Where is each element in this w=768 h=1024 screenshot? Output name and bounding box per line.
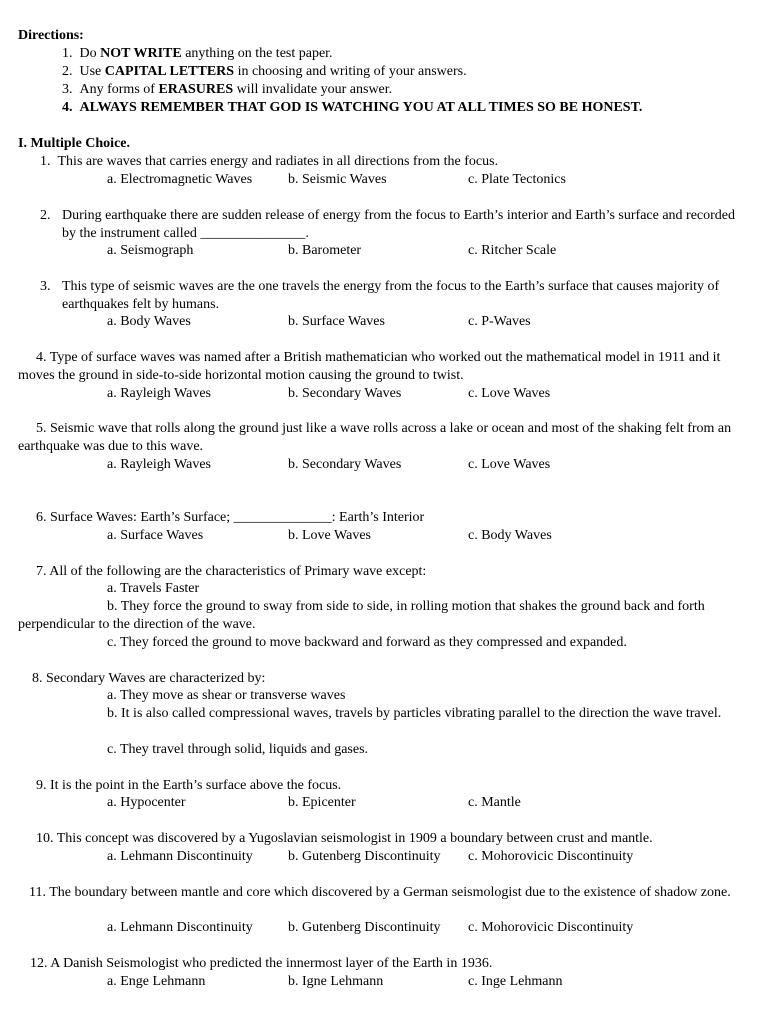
choice-a: a. Seismograph [107, 243, 194, 258]
choice-a: a. Rayleigh Waves [107, 457, 211, 472]
choice-a: a. Enge Lehmann [107, 974, 206, 989]
choice-a: a. Rayleigh Waves [107, 386, 211, 401]
choice-c: c. Mohorovicic Discontinuity [468, 920, 634, 935]
choice-b: b. Secondary Waves [288, 457, 402, 472]
direction-item: 3. Any forms of ERASURES will invalidate your answer. [62, 82, 393, 97]
question-4: 4. Type of surface waves was named after a British mathematician who worked out the mathematical model in 1911 and it moves the ground in side-to-side horizontal motion causing the ground to twist. [18, 350, 721, 383]
choice-c: c. Mohorovicic Discontinuity [468, 849, 634, 864]
choice-a: a. Hypocenter [107, 795, 186, 810]
question-5: 5. Seismic wave that rolls along the ground just like a wave rolls across a lake or ocean and most of the shaking felt from an earthquake was due to this wave. [18, 421, 732, 454]
choice-a: a. They move as shear or transverse waves [107, 688, 346, 703]
choice-a: a. Lehmann Discontinuity [107, 849, 253, 864]
question-8: 8. Secondary Waves are characterized by: [32, 671, 266, 686]
choice-c: c. Plate Tectonics [468, 172, 566, 187]
question-2: During earthquake there are sudden release of energy from the focus to Earth’s interior and Earth’s surface and recorded by the instrument called _______________. [62, 208, 736, 241]
choice-c: c. Ritcher Scale [468, 243, 557, 258]
choice-b: b. Surface Waves [288, 314, 385, 329]
direction-item: 2. Use CAPITAL LETTERS in choosing and writing of your answers. [62, 64, 467, 79]
choice-a: a. Travels Faster [107, 581, 200, 596]
question-10: 10. This concept was discovered by a Yugoslavian seismologist in 1909 a boundary between crust and mantle. [36, 831, 653, 846]
choice-b: b. Barometer [288, 243, 362, 258]
choice-c: c. Love Waves [468, 457, 551, 472]
choice-c: c. Inge Lehmann [468, 974, 563, 989]
choice-b: b. They force the ground to sway from side to side, in rolling motion that shakes the ground back and forth perpendicular to the direction of the wave. [18, 599, 705, 632]
choice-c: c. Love Waves [468, 386, 551, 401]
choice-b: b. It is also called compressional waves, travels by particles vibrating parallel to the direction the wave travel. [107, 706, 722, 721]
direction-item: 4. ALWAYS REMEMBER THAT GOD IS WATCHING YOU AT ALL TIMES SO BE HONEST. [62, 100, 643, 115]
question-7: 7. All of the following are the characteristics of Primary wave except: [36, 564, 427, 579]
choice-b: b. Seismic Waves [288, 172, 387, 187]
question-3: This type of seismic waves are the one travels the energy from the focus to the Earth’s surface that causes majority of earthquakes felt by humans. [62, 279, 720, 312]
question-9: 9. It is the point in the Earth’s surface above the focus. [36, 778, 342, 793]
choice-b: b. Secondary Waves [288, 386, 402, 401]
question-11: 11. The boundary between mantle and core which discovered by a German seismologist due to the existence of shadow zone. [29, 885, 731, 900]
choice-c: c. P-Waves [468, 314, 531, 329]
choice-a: a. Electromagnetic Waves [107, 172, 253, 187]
choice-b: b. Gutenberg Discontinuity [288, 920, 441, 935]
choice-b: b. Epicenter [288, 795, 356, 810]
choice-c: c. Body Waves [468, 528, 552, 543]
question-number: 2. [40, 208, 51, 223]
question-6: 6. Surface Waves: Earth’s Surface; ______________: Earth’s Interior [36, 510, 425, 525]
choice-b: b. Love Waves [288, 528, 371, 543]
direction-item: 1. Do NOT WRITE anything on the test paper. [62, 46, 333, 61]
choice-a: a. Surface Waves [107, 528, 204, 543]
question-12: 12. A Danish Seismologist who predicted the innermost layer of the Earth in 1936. [30, 956, 493, 971]
choice-c: c. Mantle [468, 795, 521, 810]
choice-a: a. Body Waves [107, 314, 191, 329]
choice-b: b. Igne Lehmann [288, 974, 384, 989]
question-number: 3. [40, 279, 51, 294]
choice-c: c. They travel through solid, liquids and gases. [107, 742, 369, 757]
section-title: I. Multiple Choice. [18, 136, 130, 151]
choice-b: b. Gutenberg Discontinuity [288, 849, 441, 864]
directions-title: Directions: [18, 28, 84, 43]
question-1: 1. This are waves that carries energy and radiates in all directions from the focus. [40, 154, 499, 169]
choice-c: c. They forced the ground to move backward and forward as they compressed and expanded. [107, 635, 627, 650]
choice-a: a. Lehmann Discontinuity [107, 920, 253, 935]
